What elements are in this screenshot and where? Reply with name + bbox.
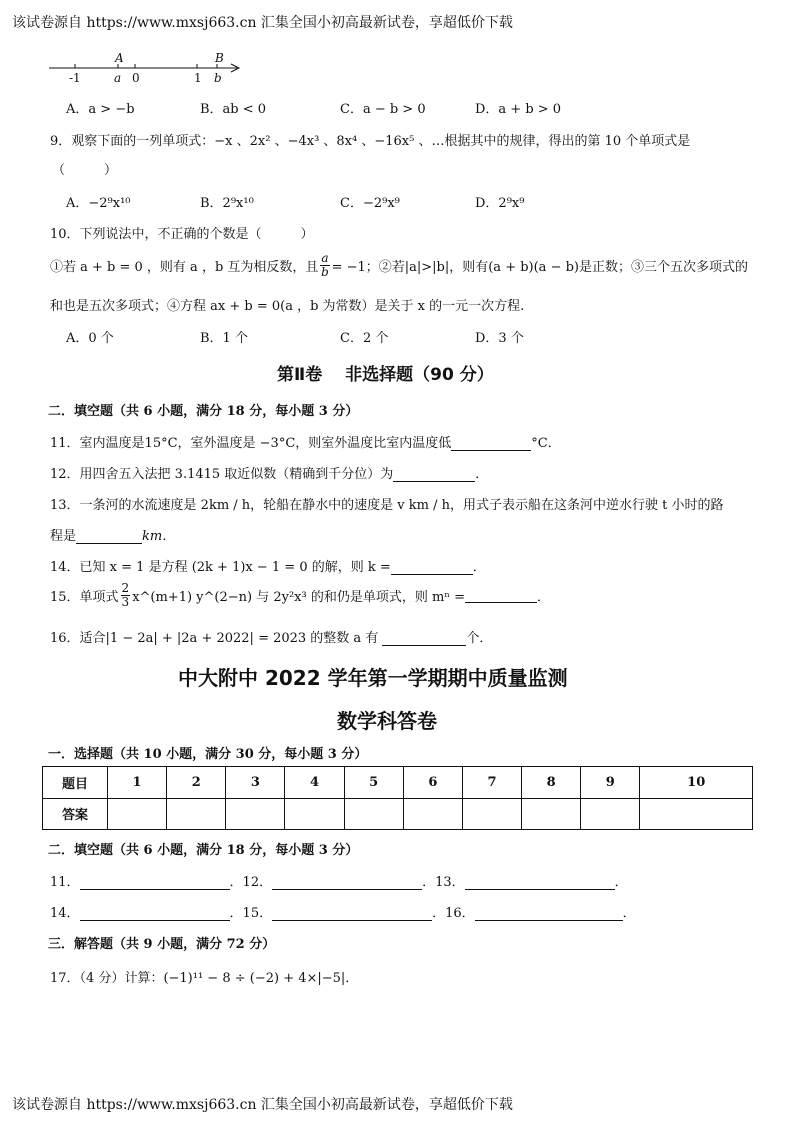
q10-fraction (320, 252, 329, 279)
answer-cell-4[interactable] (285, 798, 344, 830)
answer-cell-5[interactable] (344, 798, 403, 830)
table-row-numbers (43, 767, 753, 799)
q16 (50, 627, 492, 646)
q8-option-b: B．ab < 0 (200, 102, 267, 117)
q13-text: 程是 (50, 529, 77, 544)
q14-blank (391, 560, 473, 575)
q14-text: 14．已知 x = 1 是方程 (2k + 1)x − 1 = 0 的解，则 k = (50, 560, 391, 575)
answer-cell-7[interactable] (462, 798, 521, 830)
q16-end: 个． (466, 631, 493, 646)
answer-blank-12[interactable] (272, 875, 422, 890)
q13-end: km． (142, 529, 176, 544)
q9-option-a: A．−2⁹x¹⁰ (66, 196, 131, 211)
choice-section-heading: 一．选择题（共 10 小题，满分 30 分，每小题 3 分） (48, 747, 368, 762)
q12-blank (393, 467, 475, 482)
answer-cell-6[interactable] (403, 798, 462, 830)
tick-label-b: b (214, 71, 222, 85)
table-answer-label: 答案 (43, 798, 108, 830)
q15-end: ． (536, 590, 550, 605)
q11-end: °C． (531, 436, 561, 451)
table-number-7: 7 (462, 767, 521, 799)
q11 (50, 432, 561, 451)
q15-frac-den: 3 (121, 595, 130, 609)
fill-label-16: ．16． (432, 906, 475, 921)
page-footer: 该试卷源自 https://www.mxsj663.cn 汇集全国小初高最新试卷，享超低价下载 (12, 1097, 513, 1113)
q10-option-c: C．2 个 (340, 331, 389, 346)
point-label-B: B (215, 51, 224, 65)
table-number-10: 10 (640, 767, 753, 799)
q16-blank (382, 631, 466, 646)
solve-section-heading: 三．解答题（共 9 小题，满分 72 分） (48, 937, 276, 952)
answer-cell-3[interactable] (226, 798, 285, 830)
part2-title: 第Ⅱ卷 非选择题（90 分） (277, 365, 494, 385)
table-number-6: 6 (403, 767, 462, 799)
answer-fill-heading: 二．填空题（共 6 小题，满分 18 分，每小题 3 分） (48, 843, 359, 858)
q8-option-d: D．a + b > 0 (475, 102, 562, 117)
answer-cell-1[interactable] (108, 798, 167, 830)
q15-text-a: 15．单项式 (50, 590, 119, 605)
q15-fraction (121, 582, 131, 609)
q14-end: ． (472, 560, 486, 575)
fill-section-heading: 二．填空题（共 6 小题，满分 18 分，每小题 3 分） (48, 404, 359, 419)
answer-cell-9[interactable] (581, 798, 640, 830)
q12-end: ． (475, 467, 489, 482)
q10-option-a: A．0 个 (66, 331, 114, 346)
table-number-4: 4 (285, 767, 344, 799)
q15-text-b: x^(m+1) y^(2−n) 与 2y²x³ 的和仍是单项式，则 mⁿ = (132, 590, 465, 605)
q10-frac-num: a (321, 251, 329, 265)
answer-cell-2[interactable] (167, 798, 226, 830)
answer-fill-row-2 (50, 902, 636, 921)
tick-label-neg1: -1 (69, 71, 81, 85)
q16-text: 16．适合|1 − 2a| + |2a + 2022| = 2023 的整数 a 有 (50, 631, 379, 646)
q12-text: 12．用四舍五入法把 3.1415 取近似数（精确到千分位）为 (50, 467, 394, 482)
answer-sheet-subtitle: 数学科答卷 (337, 709, 437, 733)
answer-blank-14[interactable] (80, 906, 230, 921)
answer-blank-16[interactable] (475, 906, 623, 921)
q11-text: 11．室内温度是15°C，室外温度是 −3°C，则室外温度比室内温度低 (50, 436, 452, 451)
q9-option-d: D．2⁹x⁹ (475, 196, 525, 211)
q10-option-b: B．1 个 (200, 331, 248, 346)
table-row-answers (43, 798, 753, 830)
answer-table (42, 766, 753, 830)
q9-option-c: C．−2⁹x⁹ (340, 196, 400, 211)
q8-option-a: A．a > −b (66, 102, 135, 117)
table-number-9: 9 (581, 767, 640, 799)
q10-line1 (50, 252, 748, 279)
answer-fill-row-1 (50, 871, 628, 890)
fill-label-row2-end: ． (622, 906, 636, 921)
answer-blank-11[interactable] (80, 875, 230, 890)
q17: 17．（4 分）计算：(−1)¹¹ − 8 ÷ (−2) + 4×|−5|． (50, 971, 359, 986)
q9-paren: （ ） (52, 163, 118, 178)
fill-label-11: 11． (50, 875, 80, 890)
point-label-A: A (115, 51, 124, 65)
q10-option-d: D．3 个 (475, 331, 524, 346)
q13-blank (76, 529, 142, 544)
q9-text: 9．观察下面的一列单项式：−x 、2x² 、−4x³ 、8x⁴ 、−16x⁵ 、…根据其中的规律，得出的第 10 个单项式是 (50, 134, 691, 149)
q12 (50, 463, 488, 482)
q15-blank (465, 588, 537, 603)
q10-frac-den: b (321, 265, 329, 279)
q13-line1: 13．一条河的水流速度是 2km / h，轮船在静水中的速度是 v km / h，用式子表示船在这条河中逆水行驶 t 小时的路 (50, 498, 724, 513)
q15 (50, 582, 550, 609)
table-number-1: 1 (108, 767, 167, 799)
q13-line2 (50, 525, 175, 544)
answer-cell-8[interactable] (522, 798, 581, 830)
fill-label-12: ．12． (229, 875, 273, 890)
page-header: 该试卷源自 https://www.mxsj663.cn 汇集全国小初高最新试卷，享超低价下载 (12, 15, 513, 31)
q10-text: 10．下列说法中，不正确的个数是（ ） (50, 227, 314, 242)
table-number-5: 5 (344, 767, 403, 799)
q15-frac-num: 2 (121, 581, 130, 595)
answer-sheet-title: 中大附中 2022 学年第一学期期中质量监测 (178, 666, 568, 690)
fill-label-14: 14． (50, 906, 80, 921)
q10-line1-part-b: = −1；②若|a|>|b|，则有(a + b)(a − b)是正数；③三个五次多项式的 (331, 260, 748, 275)
table-number-3: 3 (226, 767, 285, 799)
tick-label-a: a (114, 71, 122, 85)
q8-option-c: C．a − b > 0 (340, 102, 426, 117)
answer-blank-13[interactable] (465, 875, 615, 890)
table-number-2: 2 (167, 767, 226, 799)
answer-cell-10[interactable] (640, 798, 753, 830)
q10-line1-part-a: ①若 a + b = 0 ，则有 a ，b 互为相反数，且 (50, 260, 319, 275)
q9-option-b: B．2⁹x¹⁰ (200, 196, 254, 211)
answer-blank-15[interactable] (272, 906, 432, 921)
tick-label-0: 0 (132, 71, 140, 85)
fill-label-15: ．15． (229, 906, 273, 921)
table-header-label: 题目 (43, 767, 108, 799)
q14 (50, 556, 486, 575)
fill-label-13: ．13． (422, 875, 465, 890)
tick-label-1: 1 (194, 71, 202, 85)
table-number-8: 8 (522, 767, 581, 799)
fill-label-row1-end: ． (614, 875, 628, 890)
q10-line2: 和也是五次多项式；④方程 ax + b = 0(a ，b 为常数）是关于 x 的一元一次方程. (50, 299, 525, 314)
q11-blank (451, 436, 531, 451)
